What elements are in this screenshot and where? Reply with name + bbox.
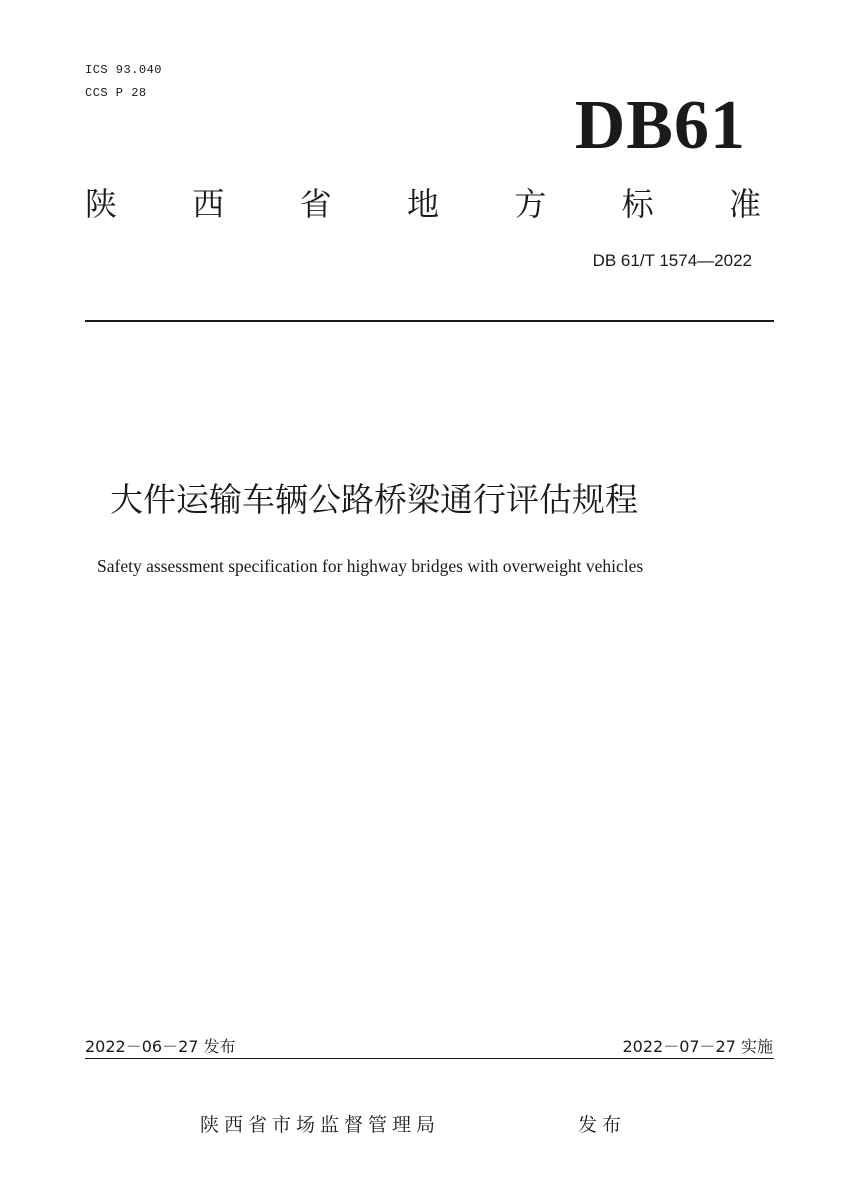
release-date: 2022－06－27 发布 — [85, 1037, 236, 1056]
standard-code-logo: DB61 — [574, 87, 746, 164]
issue-label: 发布 — [578, 1114, 627, 1136]
issuing-authority: 陕西省市场监督管理局 — [200, 1114, 441, 1136]
standard-type-char: 准 — [728, 185, 761, 223]
standard-type-char: 地 — [406, 185, 439, 223]
standard-type-char: 方 — [514, 185, 547, 223]
standard-type-char: 省 — [299, 185, 332, 223]
footer-divider — [85, 1058, 774, 1059]
standard-type-char: 陕 — [85, 185, 118, 223]
ics-code: ICS 93.040 — [85, 63, 163, 77]
document-title-chinese: 大件运输车辆公路桥梁通行评估规程 — [110, 480, 638, 519]
standard-type-heading — [85, 184, 761, 224]
standard-type-char: 标 — [621, 185, 654, 223]
ccs-code: CCS P 28 — [85, 86, 147, 100]
implementation-date: 2022－07－27 实施 — [622, 1037, 773, 1056]
standard-number: DB 61/T 1574—2022 — [592, 251, 752, 270]
document-title-english: Safety assessment specification for highway bridges with overweight vehicles — [97, 556, 644, 576]
standard-type-char: 西 — [192, 185, 225, 223]
header-divider — [85, 320, 774, 322]
